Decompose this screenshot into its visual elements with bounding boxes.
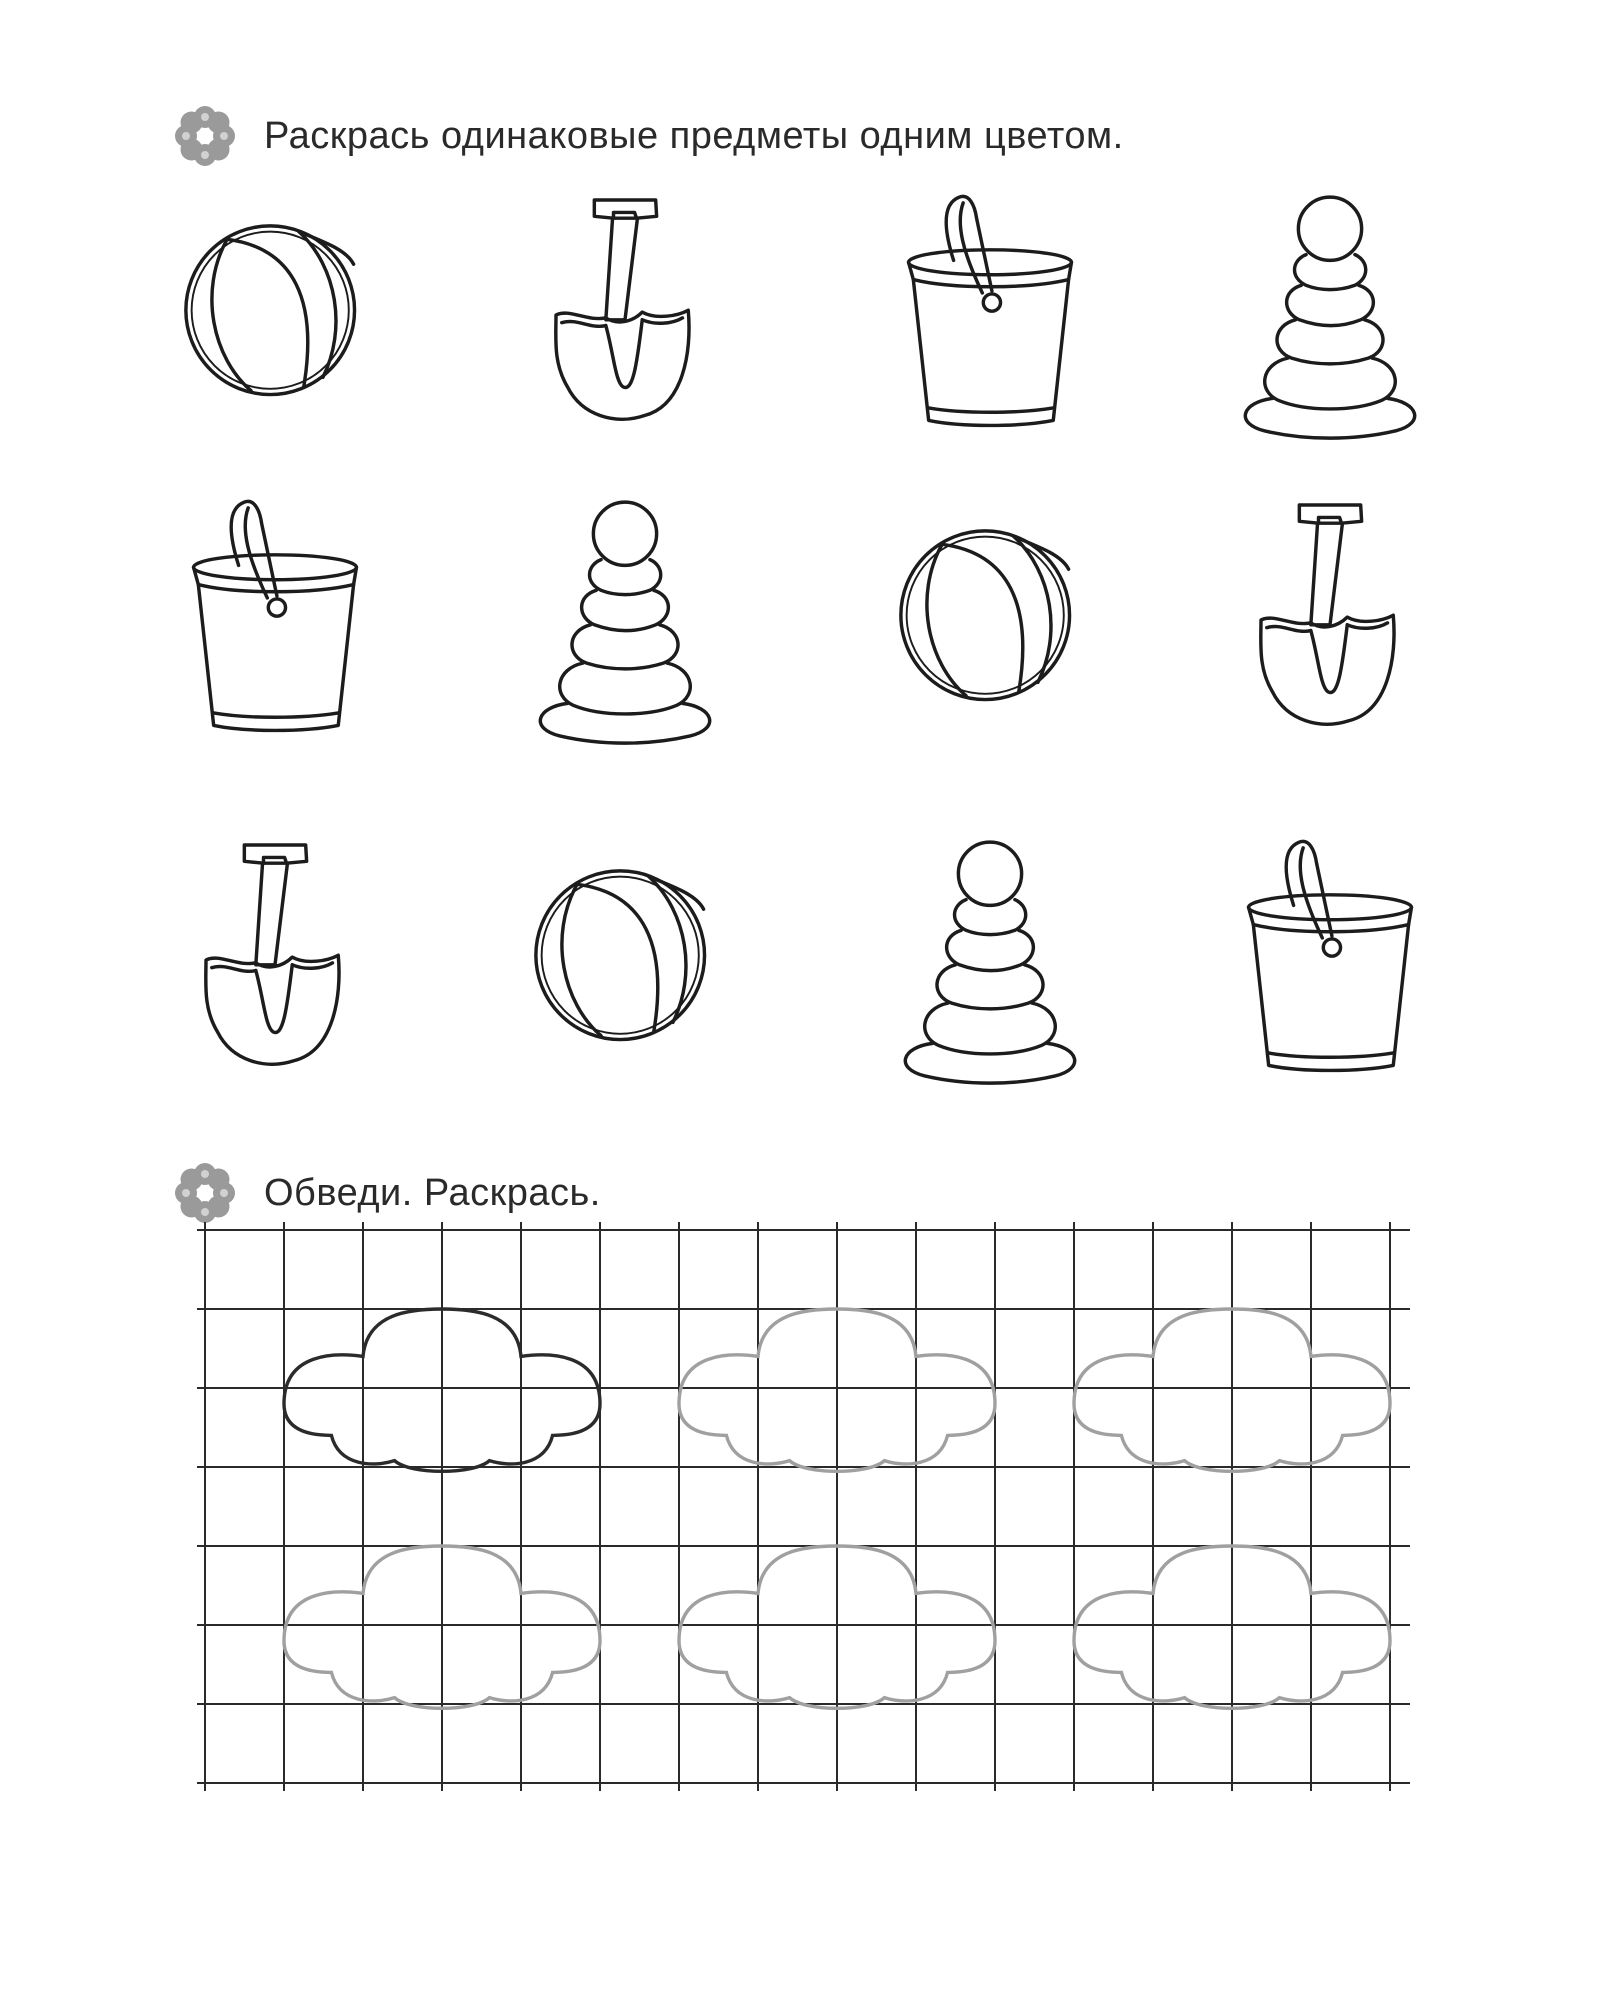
task-1-text: Раскрась одинаковые предметы одним цветом. xyxy=(264,114,1124,157)
pyramid-icon xyxy=(875,830,1105,1090)
cloud-outline-4[interactable] xyxy=(284,1546,600,1708)
task-2-heading xyxy=(172,1160,601,1226)
ball-icon xyxy=(875,490,1105,750)
shovel-icon xyxy=(160,830,390,1090)
pyramid-icon xyxy=(510,490,740,750)
task-2-text: Обведи. Раскрась. xyxy=(264,1171,601,1214)
ball-icon xyxy=(160,185,390,445)
cloud-outline-5[interactable] xyxy=(679,1546,995,1708)
cloud-outline-3[interactable] xyxy=(1074,1309,1390,1471)
ball-icon xyxy=(510,830,740,1090)
flower-icon xyxy=(172,1160,238,1226)
shovel-icon xyxy=(510,185,740,445)
cloud-outline-2[interactable] xyxy=(679,1309,995,1471)
shovel-icon xyxy=(1215,490,1445,750)
cloud-outline-1[interactable] xyxy=(284,1309,600,1471)
pyramid-icon xyxy=(1215,185,1445,445)
bucket-icon xyxy=(875,185,1105,445)
bucket-icon xyxy=(160,490,390,750)
bucket-icon xyxy=(1215,830,1445,1090)
cloud-outline-6[interactable] xyxy=(1074,1546,1390,1708)
